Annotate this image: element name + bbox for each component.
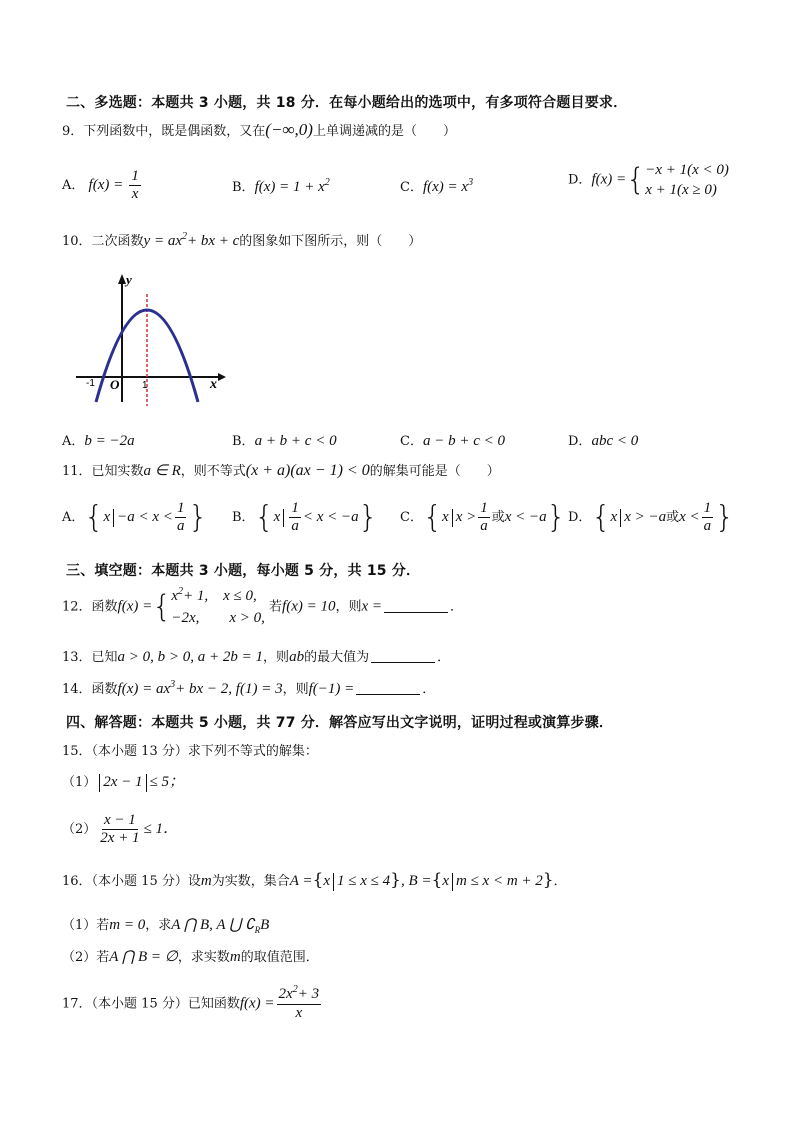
section-heading-fill-in: 三、填空题：本题共 3 小题，每小题 5 分，共 15 分． [66,563,421,579]
question-9-option-d: D．f(x) ={ −x + 1(x < 0) x + 1(x ≥ 0) [568,162,729,198]
question-11-option-a: A．{x −a < x < $\frac{1}{a}$ } [62,500,208,535]
answer-blank-14[interactable] [356,680,420,695]
y-axis-arrow [118,274,126,284]
question-14: 14．函数$f(x) = ax^3+$ bx − 2, f(1) = 3，则f(−1) = ． [62,679,436,697]
question-11-option-c: C．{x x > $\frac{1}{a}$ 或x < −a} [400,500,566,535]
question-16-part-1: （1）若m = 0，求A ⋂ B, A ⋃ $∁_RB$ [62,917,270,935]
question-11-stem: 11．已知实数a ∈ R，则不等式(x + a)(ax − 1) < 0的解集可能是（ ） [62,462,500,479]
answer-blank-12[interactable] [384,598,448,613]
y-axis-label: y [126,272,132,287]
section-heading-multiple-choice: 二、多选题：本题共 3 小题，共 18 分．在每小题给出的选项中，有多项符合题目要求． [66,95,628,111]
question-15-part-2: （2） $\frac{x - 1}{2x + 1}$ ≤ 1． [62,812,179,846]
question-11-option-b: B．{x $\frac{1}{a}$ < x < −a} [232,500,378,535]
origin-label: O [110,377,120,392]
question-10-option-d: D．abc < 0 [568,433,639,449]
question-10-option-c: C．a − b + c < 0 [400,433,505,449]
question-13: 13．已知a > 0, b > 0, a + 2b = 1，则ab的最大值为 ． [62,649,451,665]
question-10-stem: 10．二次函数$y = ax^2+$ bx + c的图象如下图所示，则（ ） [62,231,422,249]
question-9-stem: 9．下列函数中，既是偶函数，又在(−∞,0)上单调递减的是（ ） [62,120,456,139]
question-10-option-a: A．b = −2a [62,433,135,449]
x-axis-arrow [218,373,226,381]
question-16-part-2: （2）若A ⋂ B = ∅，求实数m的取值范围． [62,949,319,965]
question-12: 12．函数f(x) ={ $x^2+ 1$, x ≤ 0, −2x, x > 0, 若f(x) = 10，则x = ． [62,586,464,626]
question-11-option-d: D．{x x > −a或x < $\frac{1}{a}$ } [568,500,735,535]
question-9-option-a: A． f(x) = $\frac{1}{x}$ [62,168,139,202]
question-9-option-b: B．$f(x) = 1 + x^2$ [232,177,330,195]
parabola-graph [70,270,230,410]
question-17-stem: 17．（本小题 15 分）已知函数f(x) = $\frac{2x^2+ 3}{x}$ [62,984,320,1021]
question-16-stem: 16．（本小题 15 分）设m为实数，集合A ={x 1 ≤ x ≤ 4}, B ={x m ≤ x < m + 2}． [62,870,567,890]
answer-blank-13[interactable] [371,648,435,663]
question-9-option-c: C．$f(x) = x^3$ [400,177,474,195]
tick-label-1: 1 [142,380,148,391]
question-10-option-b: B．a + b + c < 0 [232,433,337,449]
tick-label-neg1: -1 [86,378,95,389]
section-heading-solutions: 四、解答题：本题共 5 小题，共 77 分．解答应写出文字说明，证明过程或演算步骤． [66,715,614,731]
x-axis-label: x [210,377,217,392]
question-15-stem: 15．（本小题 13 分）求下列不等式的解集： [62,744,318,759]
question-15-part-1: （1） 2x − 1 ≤ 5； [62,774,185,790]
